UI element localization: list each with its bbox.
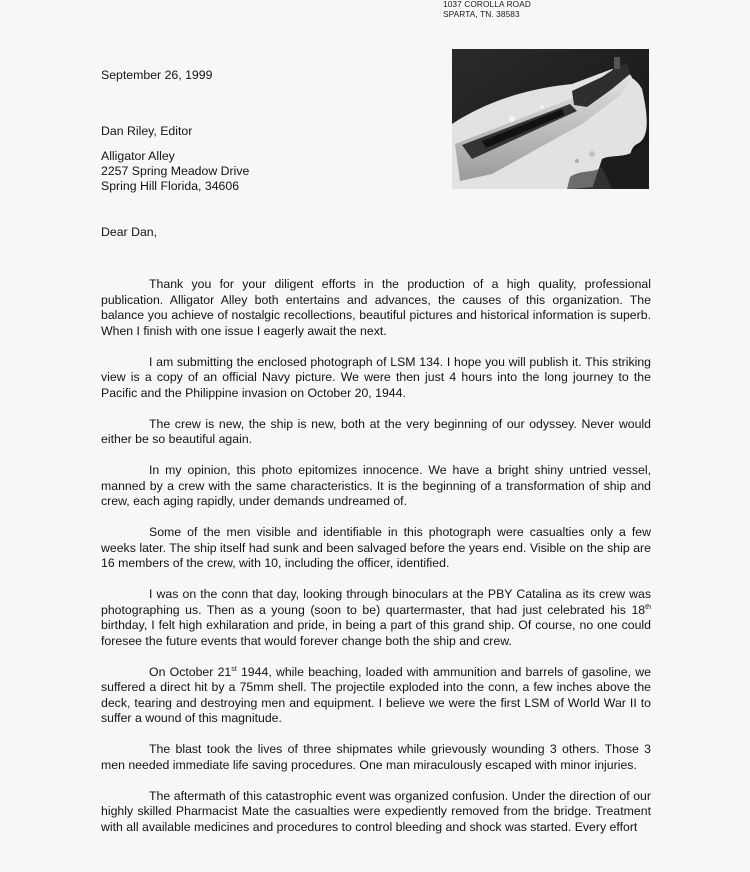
splash bbox=[589, 151, 595, 157]
paragraph: The crew is new, the ship is new, both at the very beginning of our odyssey. Never would either be so beautiful again. bbox=[101, 416, 651, 447]
splash bbox=[509, 116, 515, 122]
splash bbox=[540, 105, 544, 109]
ordinal-suffix: st bbox=[231, 665, 237, 673]
mast bbox=[614, 57, 620, 69]
paragraph-text: On October 21 bbox=[149, 664, 232, 679]
ship-photo-image bbox=[452, 49, 649, 189]
ship-photo bbox=[452, 49, 649, 189]
paragraph: Some of the men visible and identifiable in this photograph were casualties only a few weeks later. The ship itself had sunk and been salvaged before the years end. Visible on the ship are 16 members of the crew, with 10, including the officer, identified. bbox=[101, 525, 651, 571]
sender-city: SPARTA, TN. 38583 bbox=[443, 9, 520, 19]
paragraph: Thank you for your diligent efforts in the production of a high quality, professional publication. Alligator Alley both entertains and advances, the causes of this organization. The balance you achieve of nostalgic recollections, beautiful pictures and historical information is superb. When I finish with one issue I eagerly await the next. bbox=[101, 277, 651, 338]
recipient-address bbox=[101, 124, 249, 194]
recipient-name: Dan Riley, Editor bbox=[101, 124, 193, 138]
letter-body bbox=[101, 277, 651, 851]
recipient-street: 2257 Spring Meadow Drive bbox=[101, 164, 250, 178]
recipient-organization: Alligator Alley bbox=[101, 149, 175, 163]
sender-street: 1037 COROLLA ROAD bbox=[443, 0, 531, 9]
salutation: Dear Dan, bbox=[101, 225, 158, 239]
ordinal-suffix: th bbox=[645, 603, 651, 611]
recipient-city: Spring Hill Florida, 34606 bbox=[101, 179, 240, 193]
sender-address bbox=[443, 0, 531, 19]
paragraph: In my opinion, this photo epitomizes innocence. We have a bright shiny untried vessel, manned by a crew with the same characteristics. It is the beginning of a transformation of ship and crew, each aging rapidly, under demands undreamed of. bbox=[101, 463, 651, 509]
paragraph: The blast took the lives of three shipmates while grievously wounding 3 others. Those 3 men needed immediate life saving procedures. One man miraculously escaped with minor injuries. bbox=[101, 742, 651, 772]
paragraph-text: I was on the conn that day, looking through binoculars at the PBY Catalina as its crew was photographing us. Then as a young (soon to be) quartermaster, that had just celebrated his 18 bbox=[101, 587, 651, 617]
paragraph: I am submitting the enclosed photograph of LSM 134. I hope you will publish it. This striking view is a copy of an official Navy picture. We were then just 4 hours into the long journey to the Pacific and the Philippine invasion on October 20, 1944. bbox=[101, 354, 651, 400]
splash bbox=[575, 159, 579, 163]
paragraph bbox=[101, 665, 651, 727]
paragraph-text: 1944, while beaching, loaded with ammunition and barrels of gasoline, we suffered a direct hit by a 75mm shell. The projectile exploded into the conn, a few inches above the deck, tearing and destroying men and equipment. I believe we were the first LSM of World War II to suffer a wound of this magnitude. bbox=[101, 664, 651, 726]
paragraph: The aftermath of this catastrophic event was organized confusion. Under the direction of our highly skilled Pharmacist Mate the casualties were expediently removed from the bridge. Treatment with all available medicines and procedures to control bleeding and shock was started. Every effort bbox=[101, 788, 651, 834]
paragraph-text: birthday, I felt high exhilaration and pride, in being a part of this grand ship. Of course, no one could foresee the future events that would forever change both the ship and crew. bbox=[101, 618, 651, 648]
paragraph bbox=[101, 587, 651, 649]
letter-date: September 26, 1999 bbox=[101, 68, 213, 82]
